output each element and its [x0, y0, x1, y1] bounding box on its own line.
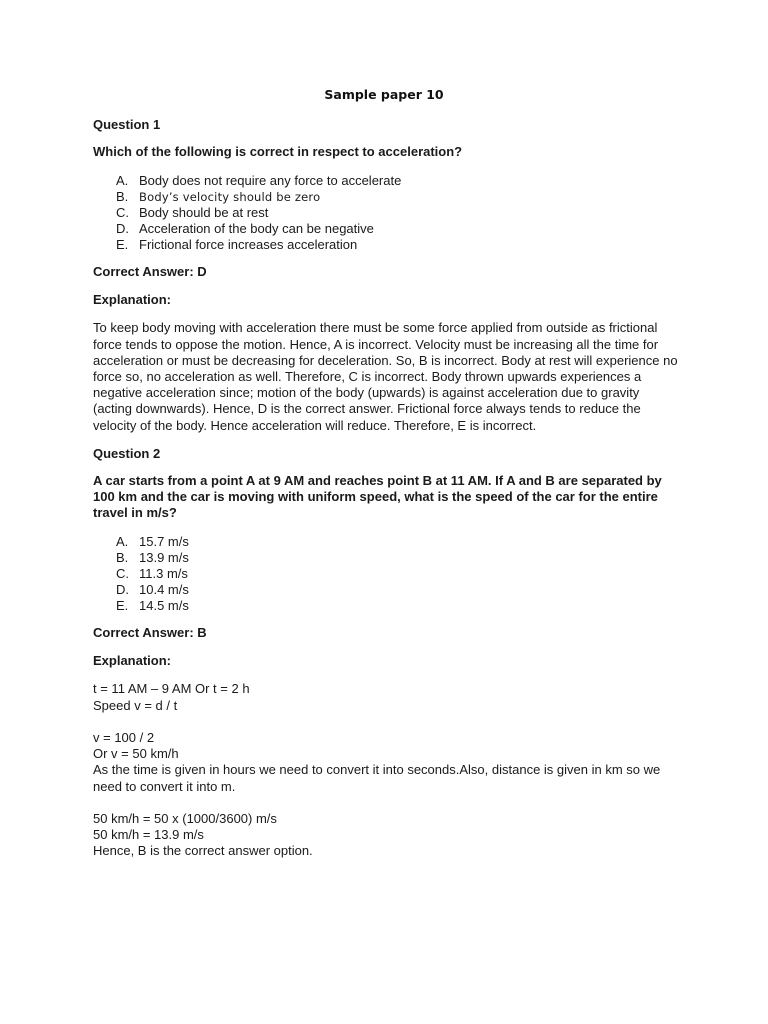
option-letter: E. [116, 598, 129, 614]
option-text: 13.9 m/s [139, 549, 189, 565]
question-2-options [93, 534, 678, 614]
option-item [93, 534, 678, 550]
option-item [93, 173, 678, 189]
option-letter: C. [116, 205, 129, 221]
explanation-line: 50 km/h = 13.9 m/s [93, 827, 204, 843]
option-item [93, 598, 678, 614]
question-2-heading: Question 2 [93, 445, 161, 461]
question-2-prompt: A car starts from a point A at 9 AM and reaches point B at 11 AM. If A and B are separated by 100 km and the car is moving with uniform speed, what is the speed of the car for the entire travel in m/s? [93, 472, 662, 520]
option-item [93, 189, 678, 205]
option-text: 14.5 m/s [139, 598, 189, 614]
explanation-line: t = 11 AM – 9 AM Or t = 2 h [93, 681, 250, 697]
explanation-line: Or v = 50 km/h [93, 746, 179, 762]
question-2-explanation [93, 681, 678, 859]
option-item [93, 205, 678, 221]
question-2-answer: Correct Answer: B [93, 625, 207, 641]
option-letter: B. [116, 189, 129, 205]
option-letter: A. [116, 173, 129, 188]
question-1-heading: Question 1 [93, 117, 161, 132]
option-text: Body does not require any force to accelerate [139, 173, 402, 188]
option-letter: D. [116, 582, 129, 598]
question-1-answer: Correct Answer: D [93, 264, 207, 280]
option-text: Body’s velocity should be zero [139, 190, 321, 205]
question-1-explanation-heading: Explanation: [93, 292, 172, 308]
option-text: 10.4 m/s [139, 582, 189, 598]
document-body [93, 117, 678, 860]
option-text: 11.3 m/s [139, 566, 188, 582]
question-1-prompt: Which of the following is correct in respect to acceleration? [93, 144, 463, 159]
option-text: Frictional force increases acceleration [139, 237, 358, 253]
page-title: Sample paper 10 [324, 87, 444, 102]
explanation-line: v = 100 / 2 [93, 729, 155, 745]
option-text: 15.7 m/s [139, 533, 189, 549]
option-item [93, 237, 678, 253]
option-item [93, 221, 678, 237]
option-item [93, 582, 678, 598]
option-text: Body should be at rest [139, 205, 269, 221]
option-letter: E. [116, 237, 129, 253]
question-1-explanation: To keep body moving with acceleration there must be some force applied from outside as frictional force tends to oppose the motion. Hence, A is incorrect. Velocity must be increasing all the time for acceleration or must be decreasing for deceleration. So, B is incorrect. Body at rest will experience no force so, no acceleration as well. Therefore, C is incorrect. Body thrown upwards experiences a negative acceleration since; motion of the body (upwards) is against acceleration due to gravity (acting downwards). Hence, D is the correct answer. Frictional force always tends to reduce the velocity of the body. Hence acceleration will reduce. Therefore, E is incorrect. [93, 320, 678, 433]
option-letter: D. [116, 221, 129, 237]
option-letter: B. [116, 549, 129, 565]
explanation-line: As the time is given in hours we need to convert it into seconds.Also, distance is given in km so we need to convert it into m. [93, 762, 661, 794]
option-item [93, 566, 678, 582]
explanation-line [93, 795, 678, 811]
option-letter: C. [116, 566, 129, 582]
option-text: Acceleration of the body can be negative [139, 221, 374, 237]
option-item [93, 550, 678, 566]
explanation-line [93, 714, 678, 730]
option-letter: A. [116, 533, 129, 549]
explanation-line: Speed v = d / t [93, 697, 178, 713]
question-2-explanation-heading: Explanation: [93, 653, 172, 669]
question-1-options [93, 173, 678, 253]
explanation-line: 50 km/h = 50 x (1000/3600) m/s [93, 810, 277, 826]
explanation-line: Hence, B is the correct answer option. [93, 843, 313, 859]
